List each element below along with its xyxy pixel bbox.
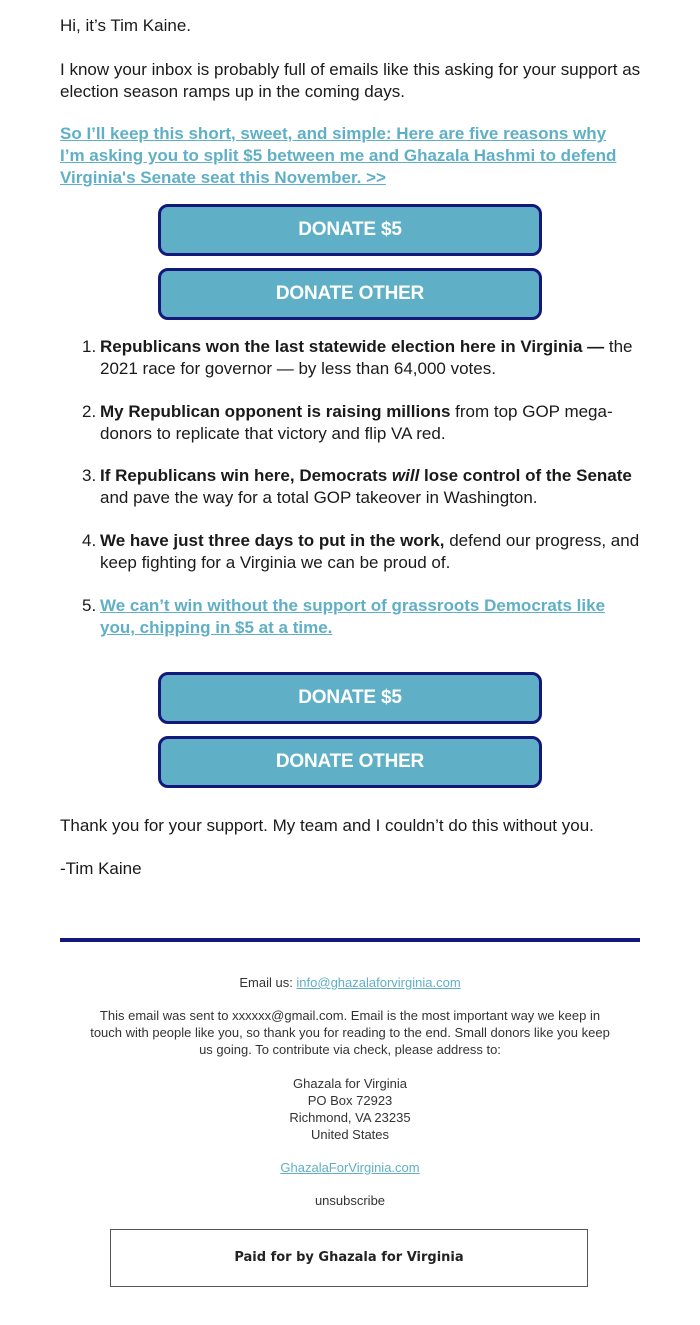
footer-notice: This email was sent to xxxxxx@gmail.com. Email is the most important way we keep in touch with people like you, so thank you for reading to the end. Small donors like you keep us going. To contribute via check, please address to: [90, 1008, 610, 1057]
signoff: -Tim Kaine [60, 859, 142, 878]
footer-email-line: Email us: info@ghazalaforvirginia.com [239, 975, 461, 990]
lead-paragraph [60, 123, 635, 189]
paid-for-disclaimer: Paid for by Ghazala for Virginia [110, 1229, 588, 1287]
footer-address: Ghazala for Virginia PO Box 72923 Richmond, VA 23235 United States [289, 1076, 411, 1142]
grassroots-donate-link[interactable]: We can’t win without the support of grassroots Democrats like you, chipping in $5 at a time. [100, 596, 606, 637]
intro-paragraph: I know your inbox is probably full of emails like this asking for your support as election season ramps up in the coming days. [60, 60, 641, 101]
unsubscribe-link[interactable]: unsubscribe [314, 1193, 386, 1208]
donate-5-button-bottom[interactable]: DONATE $5 [158, 672, 542, 724]
footer-divider [60, 938, 640, 942]
footer-site-line [60, 1159, 640, 1176]
lead-donate-link[interactable]: So I’ll keep this short, sweet, and simple: Here are five reasons why I’m asking you to split $5 between me and Ghazala Hashmi to defend Virginia's Senate seat this November. >> [60, 124, 617, 187]
footer-site-link[interactable]: GhazalaForVirginia.com [280, 1160, 420, 1175]
donate-other-button-top[interactable]: DONATE OTHER [158, 268, 542, 320]
thanks-paragraph: Thank you for your support. My team and I couldn’t do this without you. [60, 816, 594, 835]
footer-email-link[interactable]: info@ghazalaforvirginia.com [296, 975, 461, 990]
donate-5-button-top[interactable]: DONATE $5 [158, 204, 542, 256]
greeting: Hi, it’s Tim Kaine. [60, 16, 192, 35]
donate-other-button-bottom[interactable]: DONATE OTHER [158, 736, 542, 788]
